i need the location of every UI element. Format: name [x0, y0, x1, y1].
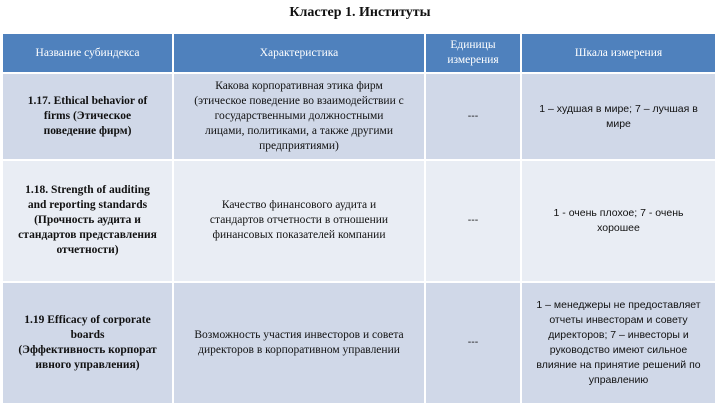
characteristic-text: Качество финансового аудита и стандартов отчетности в отношении финансовых показателей компании: [209, 199, 389, 242]
header-subindex-name: Название субиндекса: [3, 34, 174, 72]
header-units: Единицы измерения: [426, 34, 522, 72]
scale-cell: [522, 161, 717, 280]
subindex-name-cell: [3, 161, 174, 280]
units-cell: [426, 283, 522, 404]
characteristic-cell: [174, 283, 426, 404]
header-characteristic: Характеристика: [174, 34, 426, 72]
scale-text: 1 – менеджеры не предоставляет отчеты инвесторам и совету директоров; 7 – инвесторы и руководство имеют сильное влияние на принятие решений по управлению: [536, 298, 701, 386]
subindex-name-cell: [3, 74, 174, 159]
scale-text: 1 – худшая в мире; 7 – лучшая в мире: [539, 102, 698, 130]
characteristic-text: Какова корпоративная этика фирм (этическое поведение во взаимодействии с государственными должностными лицами, политиками, а также другими предприятиями): [194, 80, 404, 153]
subindex-name-cell: [3, 283, 174, 404]
table-row: [3, 74, 717, 159]
characteristic-text: Возможность участия инвесторов и совета директоров в корпоративном управлении: [194, 328, 404, 356]
subindex-name: 1.17. Ethical behavior of firms (Этическое поведение фирм): [27, 95, 148, 138]
table-row: [3, 161, 717, 280]
table-header-row: [3, 34, 717, 72]
scale-cell: [522, 74, 717, 159]
header-scale: Шкала измерения: [522, 34, 717, 72]
subindex-name: 1.19 Efficacy of corporate boards (Эффективность корпорат ивного управления): [18, 313, 157, 371]
units-cell: [426, 161, 522, 280]
units-text: ---: [467, 110, 479, 123]
characteristic-cell: [174, 161, 426, 280]
units-text: ---: [467, 336, 479, 349]
page-title: Кластер 1. Институты: [289, 5, 431, 20]
scale-text: 1 - очень плохое; 7 - очень хорошее: [553, 206, 684, 234]
characteristic-cell: [174, 74, 426, 159]
scale-cell: [522, 283, 717, 404]
table-row: [3, 283, 717, 404]
units-text: ---: [467, 214, 479, 227]
subindex-name: 1.18. Strength of auditing and reporting standards (Прочность аудита и стандартов представления отчетности): [18, 184, 157, 257]
indicators-table: [3, 32, 717, 405]
units-cell: [426, 74, 522, 159]
